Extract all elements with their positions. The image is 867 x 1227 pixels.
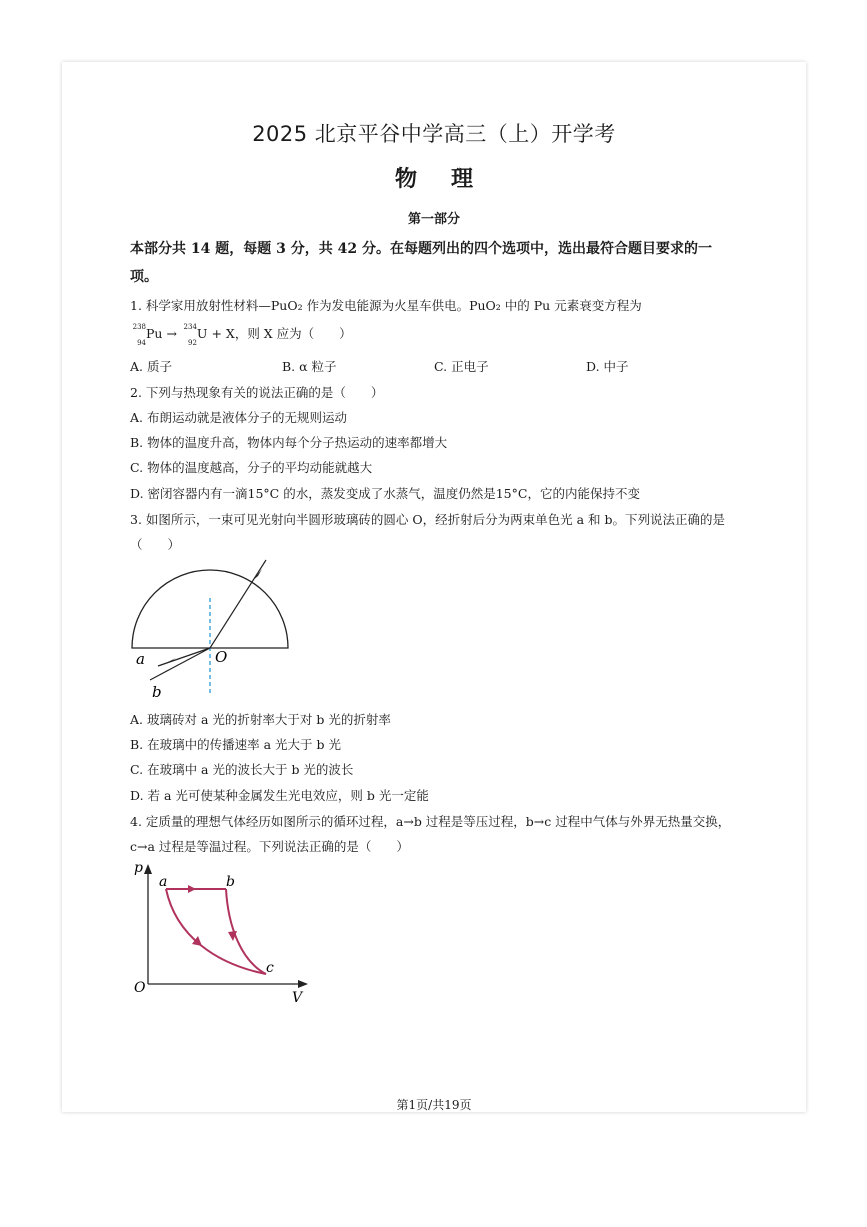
instructions-line1: 本部分共 14 题，每题 3 分，共 42 分。在每题列出的四个选项中，选出最符合题目要求的一 bbox=[130, 241, 712, 257]
p-axis-arrow bbox=[144, 864, 152, 874]
pu-nuclide-indices: 238 94 bbox=[132, 322, 146, 347]
q3-semicircle-figure bbox=[126, 554, 296, 704]
page-footer: 第1页/共19页 bbox=[396, 1098, 472, 1112]
q3-stem-line2: （ ） bbox=[130, 537, 181, 552]
incident-ray bbox=[210, 560, 266, 648]
q4-pv-diagram bbox=[126, 856, 316, 1006]
q2-option-d: D. 密闭容器内有一滴15°C 的水，蒸发变成了水蒸气，温度仍然是15°C，它的内能保持不变 bbox=[130, 486, 640, 501]
label-a: a bbox=[136, 650, 145, 668]
q1-equation bbox=[130, 322, 352, 347]
u-symbol: U bbox=[196, 326, 208, 341]
part-heading: 第一部分 bbox=[407, 212, 460, 227]
process-bc bbox=[226, 889, 266, 974]
q1-option-a: A. 质子 bbox=[130, 359, 172, 374]
q3-stem-line1: 3. 如图所示，一束可见光射向半圆形玻璃砖的圆心 O，经折射后分为两束单色光 a 和 b。下列说法正确的是 bbox=[130, 512, 725, 527]
q4-stem-line2: c→a 过程是等温过程。下列说法正确的是（ ） bbox=[130, 839, 409, 854]
q3-option-b: B. 在玻璃中的传播速率 a 光大于 b 光 bbox=[130, 737, 341, 752]
plus-x: + X bbox=[211, 326, 235, 341]
state-a-label: a bbox=[159, 874, 168, 890]
origin-label: O bbox=[134, 980, 146, 996]
q3-option-a: A. 玻璃砖对 a 光的折射率大于对 b 光的折射率 bbox=[130, 712, 391, 727]
q2-option-c: C. 物体的温度越高，分子的平均动能就越大 bbox=[130, 460, 373, 475]
label-o: O bbox=[215, 648, 228, 666]
instructions-line2: 项。 bbox=[130, 269, 158, 285]
u-nuclide-indices: 234 92 bbox=[183, 322, 197, 347]
q4-stem-line1: 4. 定质量的理想气体经历如图所示的循环过程，a→b 过程是等压过程，b→c 过程中气体与外界无热量交换， bbox=[130, 814, 731, 829]
q2-option-a: A. 布朗运动就是液体分子的无规则运动 bbox=[130, 410, 347, 425]
label-b: b bbox=[152, 683, 162, 701]
ab-arrow bbox=[188, 885, 196, 893]
state-c-label: c bbox=[266, 960, 274, 976]
axis-p-label: p bbox=[134, 860, 143, 876]
q2-stem: 2. 下列与热现象有关的说法正确的是（ ） bbox=[130, 385, 384, 400]
q3-option-c: C. 在玻璃中 a 光的波长大于 b 光的波长 bbox=[130, 762, 354, 777]
q1-option-d: D. 中子 bbox=[586, 359, 629, 374]
subject-title: 物理 bbox=[394, 167, 507, 192]
q3-option-d: D. 若 a 光可使某种金属发生光电效应，则 b 光一定能 bbox=[130, 788, 429, 803]
q1-option-b: B. α 粒子 bbox=[282, 359, 337, 374]
state-b-label: b bbox=[226, 874, 235, 890]
axis-v-label: V bbox=[292, 990, 303, 1006]
page-title: 2025 北京平谷中学高三（上）开学考 bbox=[252, 122, 616, 146]
q1-tail: ，则 X 应为（ ） bbox=[234, 326, 352, 341]
q2-option-b: B. 物体的温度升高，物体内每个分子热运动的速率都增大 bbox=[130, 435, 448, 450]
exam-page bbox=[62, 62, 806, 1112]
v-axis-arrow bbox=[298, 980, 308, 988]
arrow: → bbox=[166, 326, 177, 341]
pu-symbol: Pu bbox=[146, 326, 163, 341]
q1-stem: 1. 科学家用放射性材料—PuO₂ 作为发电能源为火星车供电。PuO₂ 中的 Pu 元素衰变方程为 bbox=[130, 298, 642, 313]
q1-option-c: C. 正电子 bbox=[434, 359, 489, 374]
